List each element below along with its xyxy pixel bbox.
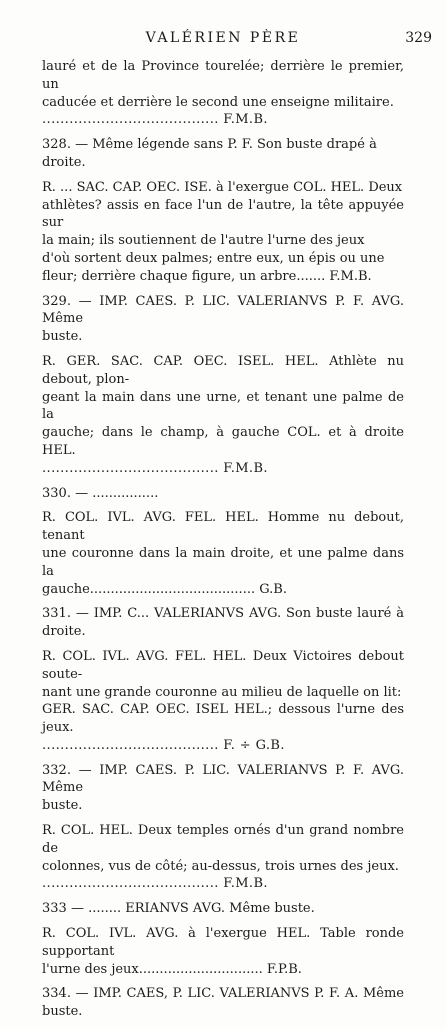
entry-line: R. COL. IVL. AVG. FEL. HEL. Deux Victoires debout soute- — [42, 648, 404, 682]
entry-line: caducée et derrière le second une enseigne militaire. — [42, 94, 394, 110]
entry-line: ....................................... F.M.B. — [42, 876, 268, 892]
entry-line: d'où sortent deux palmes; entre eux, un épis ou une — [42, 250, 385, 266]
entry-line: 332. — IMP. CAES. P. LIC. VALERIANVS P. F. AVG. Même — [42, 762, 404, 796]
catalogue-entries — [42, 58, 404, 1028]
entry-line: 331. — IMP. C... VALERIANVS AVG. Son buste lauré à droite. — [42, 606, 404, 640]
entry-line: buste. — [42, 798, 83, 814]
entry-328 — [42, 136, 404, 172]
entry-329 — [42, 293, 404, 346]
entry-line: 330. — ................ — [42, 485, 159, 501]
entry-332-reverse — [42, 822, 404, 893]
entry-334 — [42, 985, 404, 1021]
entry-line: lauré et de la Province tourelée; derrière le premier, un — [42, 59, 404, 92]
entry-line: athlètes? assis en face l'un de l'autre, la tête appuyée sur — [42, 197, 404, 231]
entry-line: R. COL. IVL. AVG. FEL. HEL. Homme nu debout, tenant — [42, 510, 404, 544]
entry-line: R. ... SAC. CAP. OEC. ISE. à l'exergue COL. HEL. Deux — [42, 179, 403, 195]
entry-331-reverse — [42, 648, 404, 755]
entry-line: GER. SAC. CAP. OEC. ISEL HEL.; dessous l'urne des jeux. — [42, 702, 404, 736]
entry-330-reverse — [42, 509, 404, 598]
entry-line: une couronne dans la main droite, et une palme dans la — [42, 545, 404, 579]
entry-332 — [42, 762, 404, 815]
entry-line: 329. — IMP. CAES. P. LIC. VALERIANVS P. F. AVG. Même — [42, 293, 404, 327]
entry-line: droite. — [42, 154, 86, 170]
entry-line: 334. — IMP. CAES, P. LIC. VALERIANVS P. F. A. Même buste. — [42, 986, 404, 1020]
entry-line: gauche........................................ G.B. — [42, 581, 287, 597]
entry-line: ....................................... F. ÷ G.B. — [42, 737, 285, 753]
entry-line: ....................................... F.M.B. — [42, 112, 268, 128]
entry-line: 333 — ........ ERIANVS AVG. Même buste. — [42, 901, 315, 917]
page-number: 329 — [405, 30, 432, 46]
entry-line: gauche; dans le champ, à gauche COL. et à droite HEL. — [42, 425, 404, 458]
entry-line: 328. — Même légende sans P. F. Son buste drapé à — [42, 137, 377, 153]
entry-line: R. GER. SAC. CAP. OEC. ISEL. HEL. Athlète nu debout, plon- — [42, 353, 404, 387]
entry-333 — [42, 900, 404, 918]
entry-line: fleur; derrière chaque figure, un arbre....... F.M.B. — [42, 268, 372, 284]
entry-line: R. COL. IVL. AVG. à l'exergue HEL. Table ronde supportant — [42, 926, 404, 959]
entry-line: R. COL. HEL. Deux temples ornés d'un grand nombre de — [42, 823, 404, 856]
running-title: VALÉRIEN PÈRE — [145, 30, 301, 46]
entry-line: la main; ils soutiennent de l'autre l'urne des jeux — [42, 233, 365, 249]
entry-line: buste. — [42, 329, 83, 345]
entry-line: colonnes, vus de côté; au-dessus, trois urnes des jeux. — [42, 858, 399, 874]
entry-327-continued — [42, 58, 404, 129]
entry-331 — [42, 605, 404, 641]
entry-line: geant la main dans une urne, et tenant une palme de la — [42, 389, 404, 423]
entry-line: ....................................... F.M.B. — [42, 460, 268, 476]
entry-328-reverse — [42, 179, 404, 286]
entry-330 — [42, 485, 404, 503]
entry-line: l'urne des jeux.............................. F.P.B. — [42, 961, 302, 977]
entry-333-reverse — [42, 925, 404, 978]
entry-329-reverse — [42, 353, 404, 478]
entry-line: nant une grande couronne au milieu de laquelle on lit: — [42, 684, 402, 700]
